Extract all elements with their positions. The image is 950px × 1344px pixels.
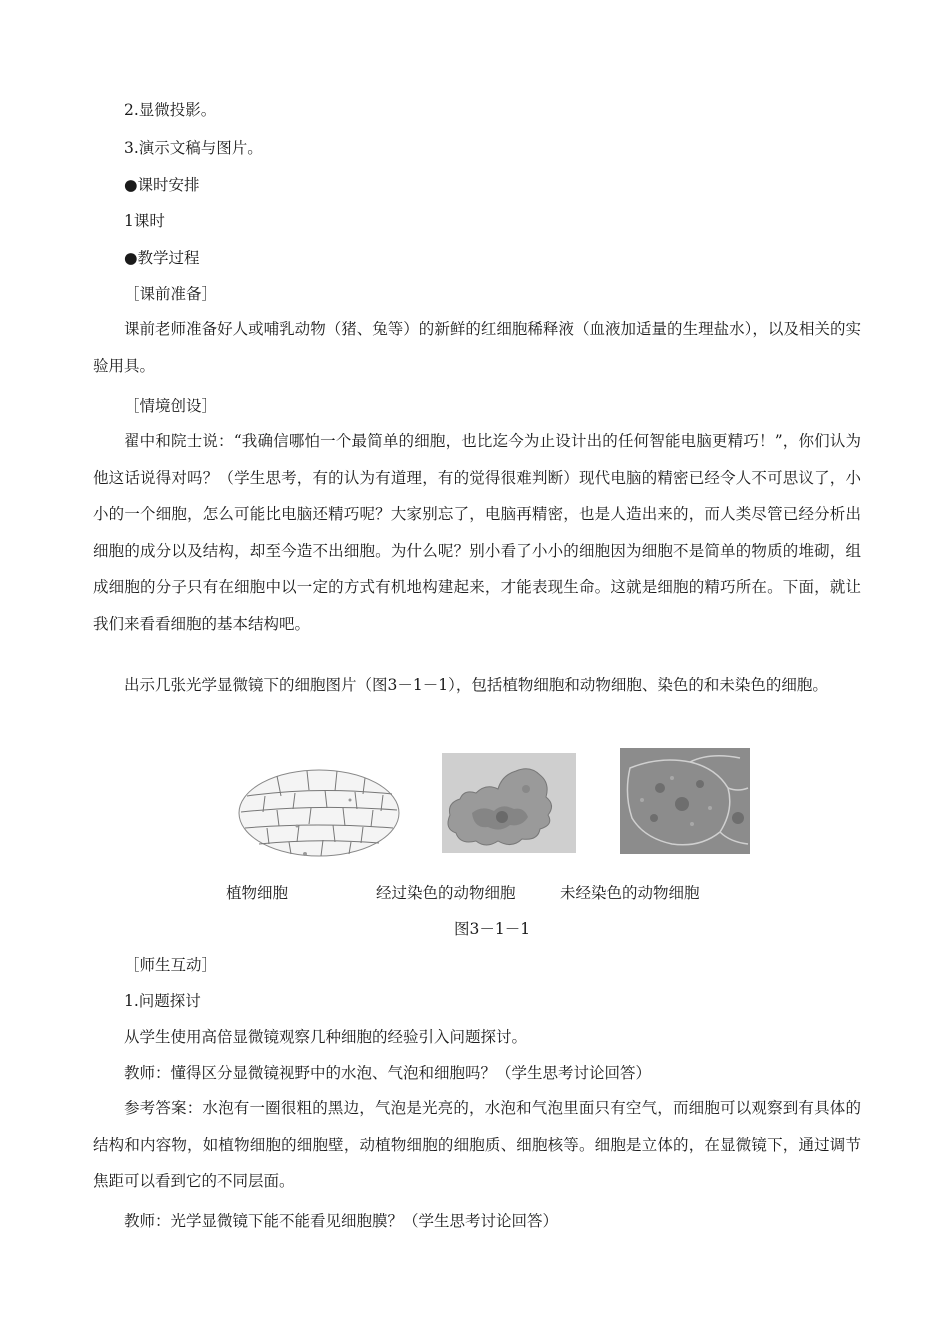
prep-heading: ［课前准备］ bbox=[124, 285, 218, 303]
scenario-paragraph: 翟中和院士说：“我确信哪怕一个最简单的细胞，也比迄今为止设计出的任何智能电脑更精巧！”，你们认为他这话说得对吗？（学生思考，有的认为有道理，有的觉得很难判断）现代电脑的精密已经令人不可思议了，小小的一个细胞，怎么可能比电脑还精巧呢？大家别忘了，电脑再精密，也是人造出来的，而人类尽管已经分析出细胞的成分以及结构，却至今造不出细胞。为什么呢？别小看了小小的细胞因为细胞不是简单的物质的堆砌，组成细胞的分子只有在细胞中以一定的方式有机地构建起来，才能表现生命。这就是细胞的精巧所在。下面，就让我们来看看细胞的基本结构吧。 bbox=[93, 432, 861, 633]
process-heading: ●教学过程 bbox=[124, 249, 200, 267]
show-pictures-paragraph: 出示几张光学显微镜下的细胞图片（图3－1－1），包括植物细胞和动物细胞、染色的和未染色的细胞。 bbox=[124, 676, 828, 694]
question-heading: 1.问题探讨 bbox=[124, 992, 201, 1010]
teacher-question-1: 教师：懂得区分显微镜视野中的水泡、气泡和细胞吗？（学生思考讨论回答） bbox=[124, 1064, 652, 1082]
interaction-heading: ［师生互动］ bbox=[124, 956, 218, 974]
stained-animal-cell-image bbox=[442, 753, 576, 853]
caption-plant-cell: 植物细胞 bbox=[226, 884, 289, 902]
question-intro: 从学生使用高倍显微镜观察几种细胞的经验引入问题探讨。 bbox=[124, 1028, 528, 1046]
figure-label: 图3－1－1 bbox=[454, 920, 531, 938]
schedule-value: 1课时 bbox=[124, 212, 165, 230]
schedule-heading: ●课时安排 bbox=[124, 176, 200, 194]
caption-unstained-animal-cell: 未经染色的动物细胞 bbox=[560, 884, 700, 902]
list-item-2: 2.显微投影。 bbox=[124, 101, 217, 119]
scenario-heading: ［情境创设］ bbox=[124, 397, 218, 415]
plant-cell-image bbox=[237, 768, 401, 858]
list-item-3: 3.演示文稿与图片。 bbox=[124, 139, 263, 157]
teacher-question-2: 教师：光学显微镜下能不能看见细胞膜？（学生思考讨论回答） bbox=[124, 1212, 559, 1230]
unstained-animal-cell-image bbox=[620, 748, 750, 854]
prep-paragraph: 课前老师准备好人或哺乳动物（猪、兔等）的新鲜的红细胞稀释液（血液加适量的生理盐水），以及相关的实验用具。 bbox=[93, 320, 861, 375]
caption-stained-animal-cell: 经过染色的动物细胞 bbox=[376, 884, 516, 902]
answer-paragraph: 参考答案：水泡有一圈很粗的黑边，气泡是光亮的，水泡和气泡里面只有空气，而细胞可以观察到有具体的结构和内容物，如植物细胞的细胞壁，动植物细胞的细胞质、细胞核等。细胞是立体的，在显微镜下，通过调节焦距可以看到它的不同层面。 bbox=[93, 1099, 861, 1190]
